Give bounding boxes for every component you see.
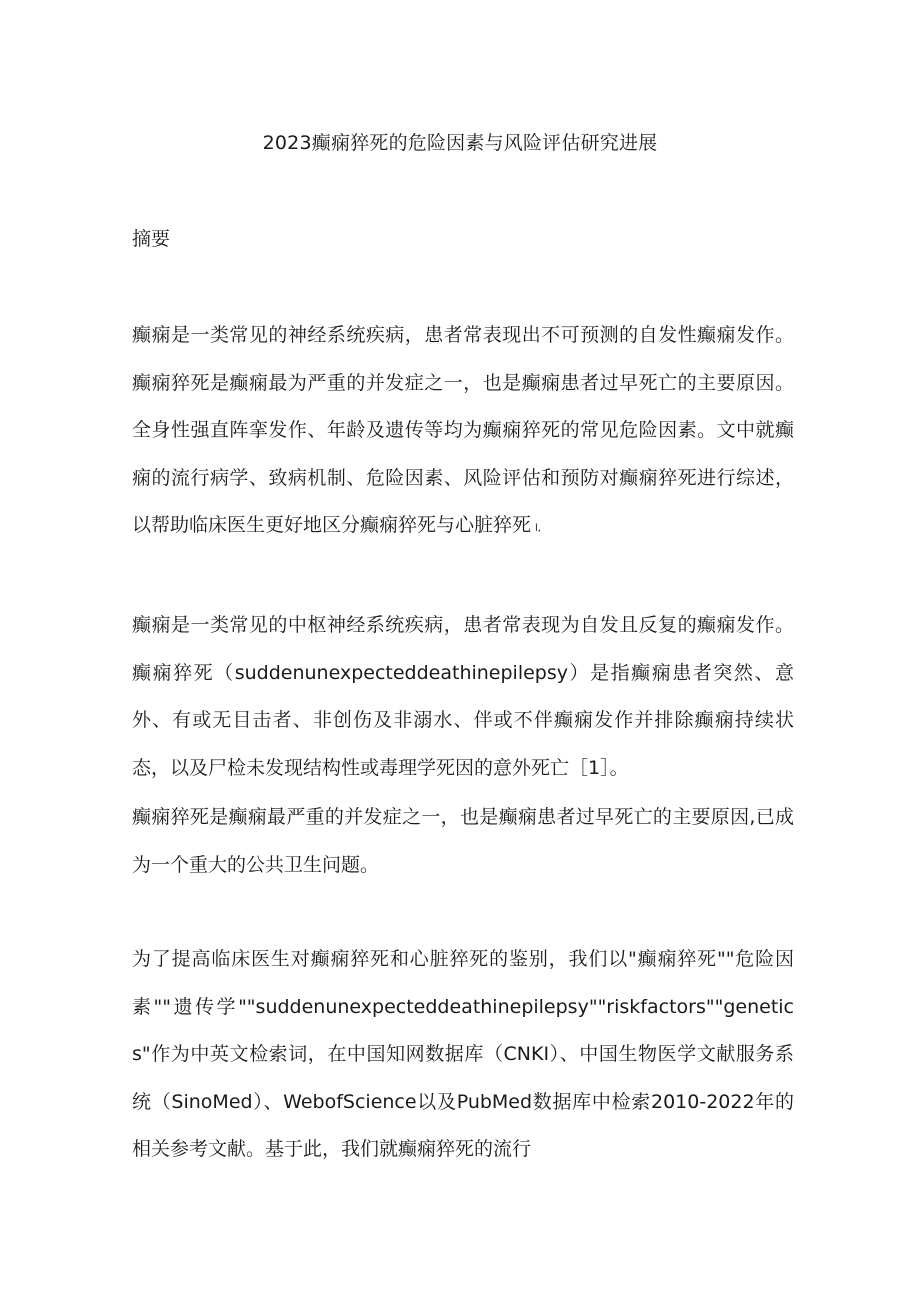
abstract-paragraph bbox=[132, 312, 794, 553]
trailing-mark: l, bbox=[535, 523, 541, 534]
paragraph-text: 癫痫是一类常见的神经系统疾病，患者常表现出不可预测的自发性癫痫发作。癫痫猝死是癫痫最为严重的并发症之一，也是癫痫患者过早死亡的主要原因。全身性强直阵挛发作、年龄及遗传等均为癫痫猝死的常见危险因素。文中就癫痫的流行病学、致病机制、危险因素、风险评估和预防对癫痫猝死进行综述，以帮助临床医生更好地区分癫痫猝死与心脏猝死 bbox=[132, 324, 794, 536]
method-paragraph: 为了提高临床医生对癫痫猝死和心脏猝死的鉴别，我们以"癫痫猝死""危险因素""遗传学""suddenunexpecteddeathinepilepsy""riskfactors""genetics"作为中英文检索词，在中国知网数据库（CNKI）、中国生物医学文献服务系统（SinoMed）、WebofScience以及PubMed数据库中检索2010-2022年的相关参考文献。基于此，我们就癫痫猝死的流行 bbox=[132, 948, 794, 1160]
document-title: 2023癫痫猝死的危险因素与风险评估研究进展 bbox=[262, 132, 658, 154]
abstract-heading: 摘要 bbox=[132, 228, 171, 250]
complication-paragraph: 癫痫猝死是癫痫最严重的并发症之一，也是癫痫患者过早死亡的主要原因,已成为一个重大的公共卫生问题。 bbox=[132, 806, 794, 876]
intro-paragraph: 癫痫是一类常见的中枢神经系统疾病，患者常表现为自发且反复的癫痫发作。癫痫猝死（suddenunexpecteddeathinepilepsy）是指癫痫患者突然、意外、有或无目击者、非创伤及非溺水、伴或不伴癫痫发作并排除癫痫持续状态，以及尸检未发现结构性或毒理学死因的意外死亡［1］。 bbox=[132, 614, 794, 779]
